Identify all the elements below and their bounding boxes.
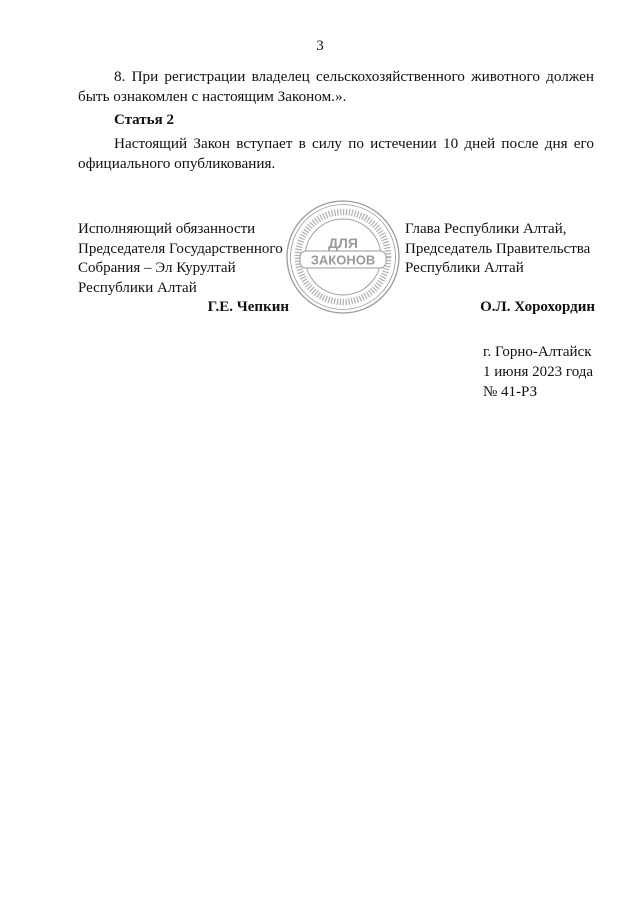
- official-seal-stamp: [284, 198, 402, 316]
- law-number: № 41-РЗ: [483, 384, 538, 400]
- paragraph-item-8: 8. При регистрации владелец сельскохозяйственного животного должен быть ознакомлен с настоящим Законом.».: [78, 68, 594, 105]
- signatory-name-right: О.Л. Хорохордин: [480, 299, 595, 315]
- article-heading: Статья 2: [114, 112, 174, 128]
- place-date-block: [483, 342, 593, 402]
- signature-block-right: [405, 220, 595, 318]
- signature-left-line: Республики Алтай: [78, 279, 197, 296]
- place-city: г. Горно-Алтайск: [483, 344, 592, 360]
- signature-left-line: Председателя Государственного: [78, 240, 283, 257]
- signature-left-line: Исполняющий обязанности: [78, 221, 256, 237]
- seal-text-top: ДЛЯ: [328, 235, 358, 251]
- seal-graphic: [284, 198, 402, 316]
- law-date: 1 июня 2023 года: [483, 364, 594, 380]
- signature-right-line: Председатель Правительства: [405, 240, 591, 257]
- signature-left-line: Собрания – Эл Курултай: [78, 260, 236, 276]
- signatory-name-left: Г.Е. Чепкин: [207, 299, 289, 315]
- signature-block-left: [78, 220, 293, 318]
- signature-right-line: Республики Алтай: [405, 260, 524, 276]
- seal-text-main: ЗАКОНОВ: [310, 252, 376, 268]
- paragraph-article-2: Настоящий Закон вступает в силу по истечении 10 дней после дня его официального опубликования.: [78, 135, 594, 172]
- signature-right-line: Глава Республики Алтай,: [405, 221, 567, 237]
- page-number: 3: [316, 38, 324, 54]
